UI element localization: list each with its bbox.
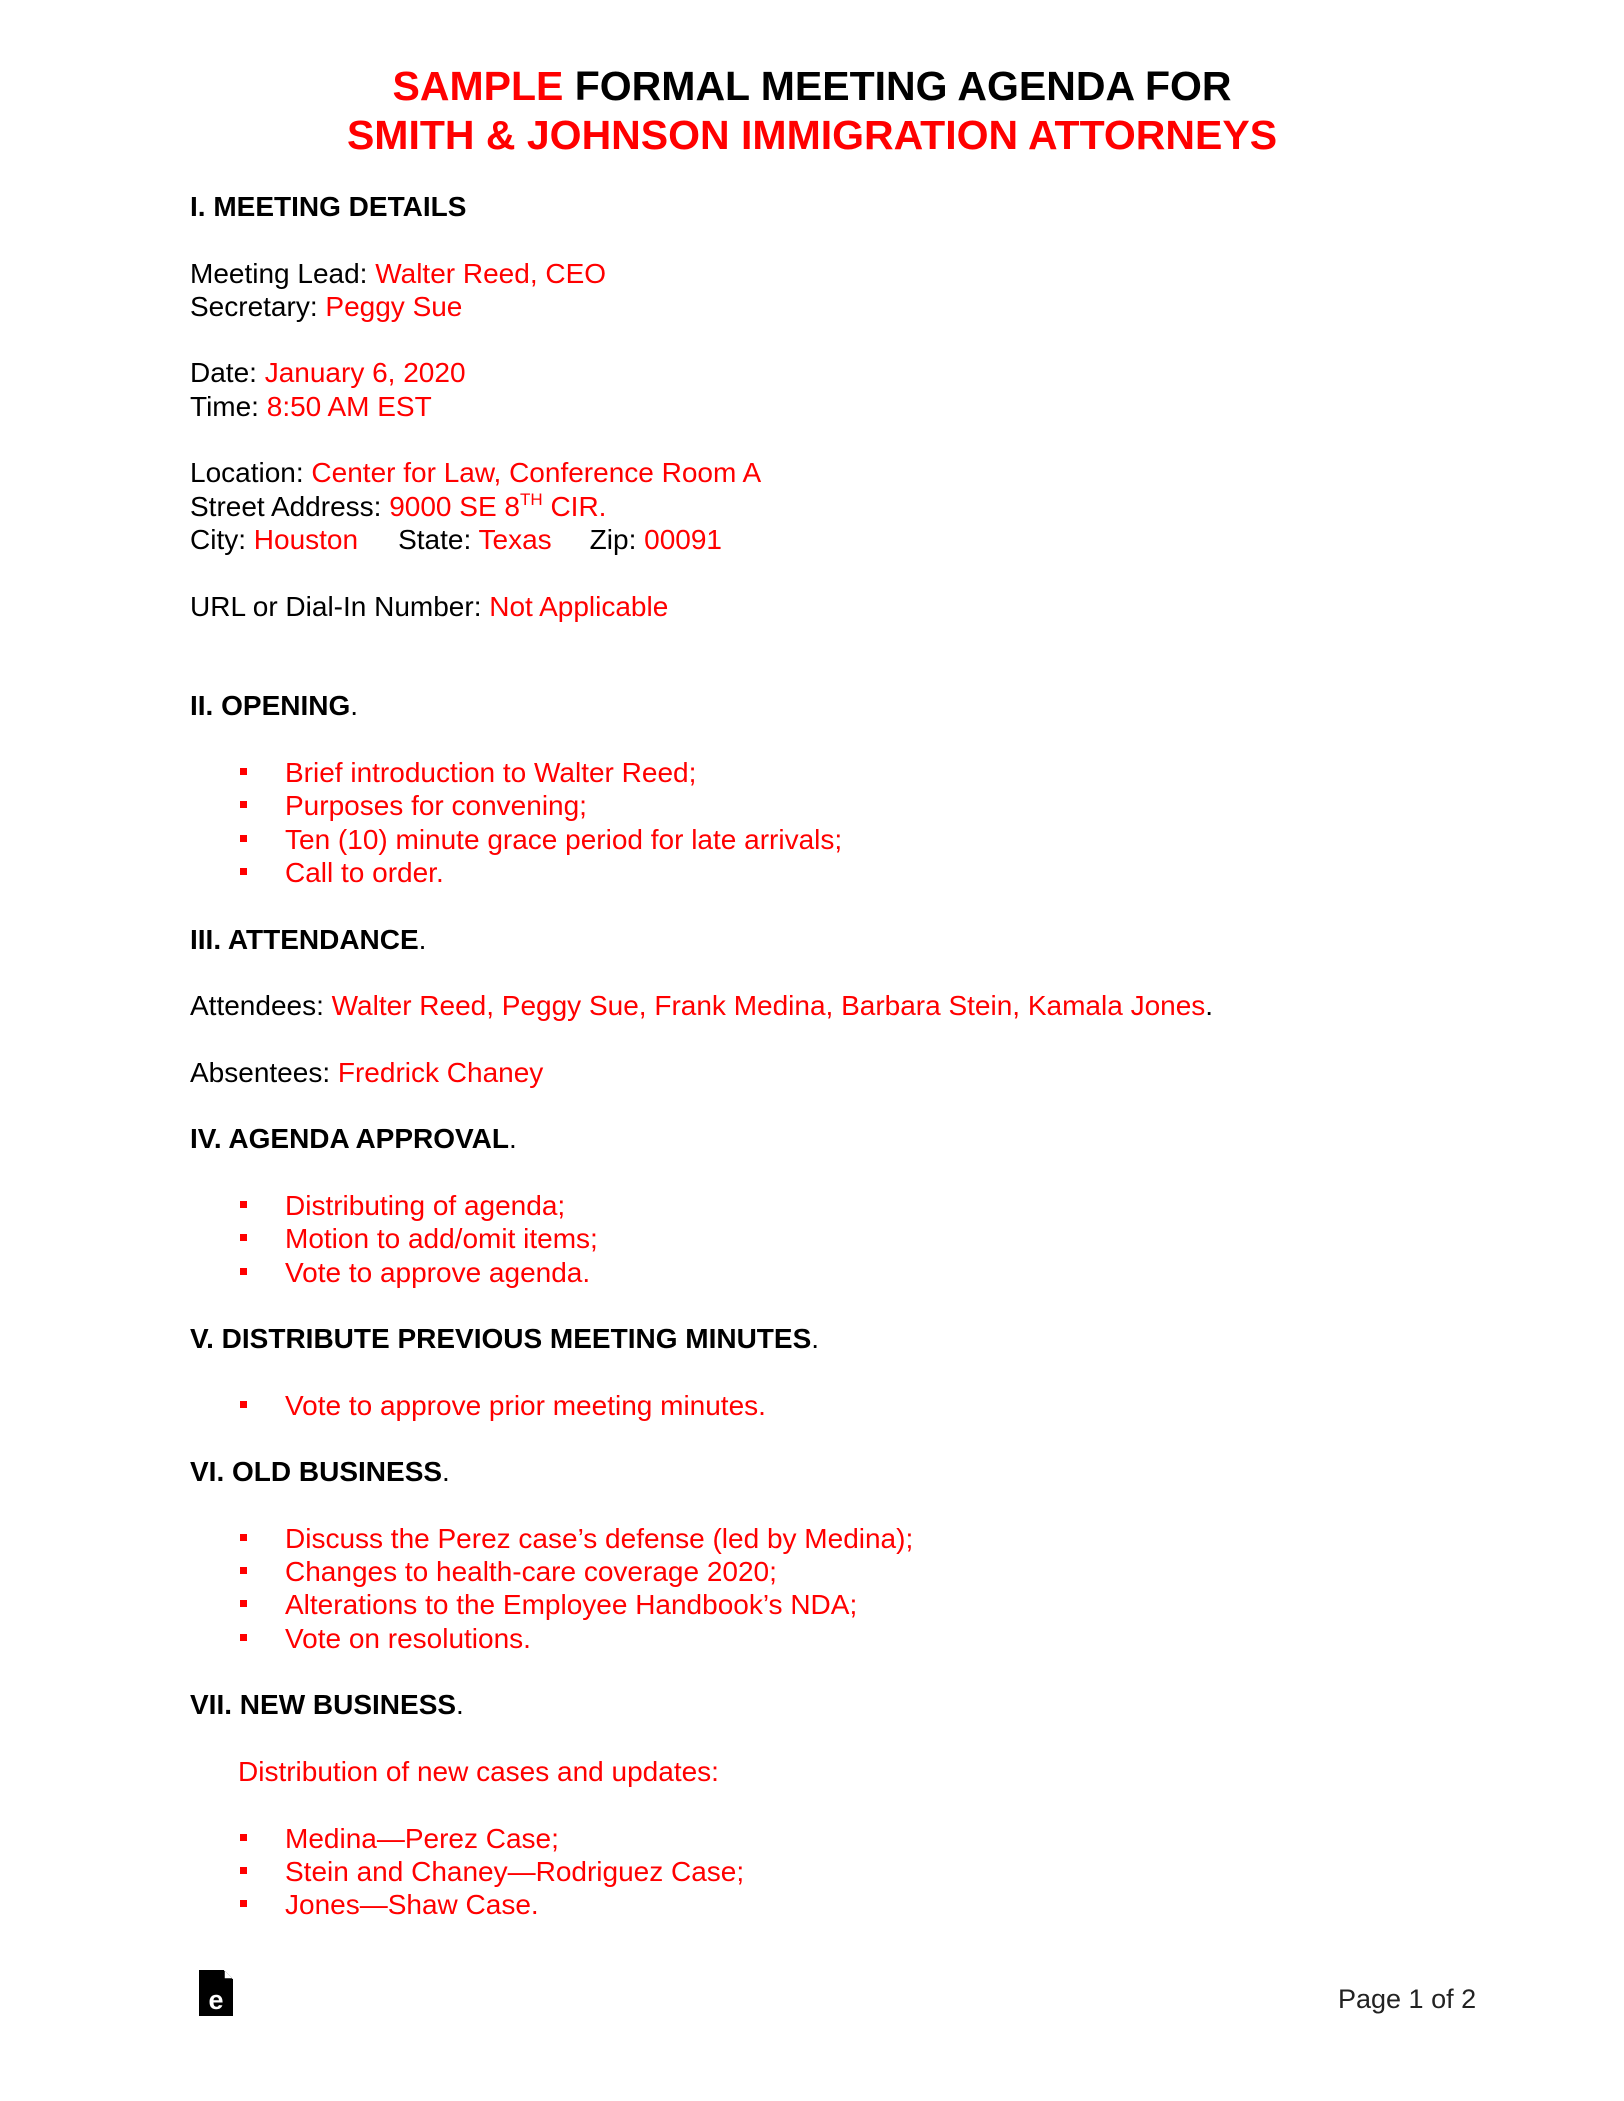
section-heading-meeting-details: I. MEETING DETAILS [190, 191, 467, 222]
list-item: Alterations to the Employee Handbook’s NDA; [190, 1588, 1490, 1621]
absentees-line [190, 1056, 1490, 1089]
list-item: Vote on resolutions. [190, 1622, 1490, 1655]
street-address-value [389, 491, 606, 522]
time-value: 8:50 AM EST [266, 390, 432, 422]
url-label: URL or Dial-In Number: [190, 590, 490, 622]
attendees-label: Attendees: [190, 990, 332, 1022]
list-item: Medina—Perez Case; [190, 1822, 1490, 1855]
time-label: Time: [190, 390, 267, 422]
title-rest: FORMAL MEETING AGENDA FOR [563, 63, 1232, 109]
street-address-superscript: TH [520, 489, 543, 509]
list-item: Vote to approve prior meeting minutes. [190, 1389, 1490, 1422]
list-item: Brief introduction to Walter Reed; [190, 756, 1490, 789]
document-title-line-1 [0, 62, 1624, 110]
attendees-line: Attendees: Walter Reed, Peggy Sue, Frank Medina, Barbara Stein, Kamala Jones. [190, 990, 1214, 1022]
secretary-label: Secretary: [190, 290, 326, 322]
state-value: Texas [478, 523, 552, 555]
absentees-value: Fredrick Chaney [337, 1056, 544, 1088]
city-label: City: [190, 523, 254, 555]
location-label: Location: [190, 457, 312, 489]
location-line [190, 456, 1490, 489]
zip-label: Zip: [589, 523, 645, 555]
new-business-intro: Distribution of new cases and updates: [238, 1755, 719, 1787]
section-heading-previous-minutes: V. DISTRIBUTE PREVIOUS MEETING MINUTES. [190, 1323, 820, 1355]
location-value: Center for Law, Conference Room A [311, 457, 762, 489]
section-heading-new-business: VII. NEW BUSINESS. [190, 1689, 464, 1721]
url-dial-in-line [190, 590, 1490, 623]
city-value: Houston [253, 523, 359, 555]
street-address-number: 9000 SE 8 [389, 490, 520, 522]
secretary-value: Peggy Sue [325, 290, 463, 322]
date-value: January 6, 2020 [264, 357, 466, 389]
list-item: Discuss the Perez case’s defense (led by Medina); [190, 1522, 1490, 1555]
attendees-value: Walter Reed, Peggy Sue, Frank Medina, Barbara Stein, Kamala Jones [331, 990, 1206, 1022]
svg-text:e: e [208, 1985, 224, 2015]
eforms-logo-icon [197, 1970, 235, 2018]
page-number: Page 1 of 2 [1338, 1984, 1477, 2014]
list-item: Vote to approve agenda. [190, 1256, 1490, 1289]
street-address-suffix: CIR. [542, 490, 607, 522]
title-sample-word: SAMPLE [392, 63, 564, 109]
section-heading-attendance: III. ATTENDANCE. [190, 923, 427, 955]
list-item: Motion to add/omit items; [190, 1222, 1490, 1255]
list-item: Stein and Chaney—Rodriguez Case; [190, 1855, 1490, 1888]
section-heading-old-business: VI. OLD BUSINESS. [190, 1456, 450, 1488]
list-item: Call to order. [190, 856, 1490, 889]
date-line [190, 356, 1490, 389]
list-item: Jones—Shaw Case. [190, 1888, 1490, 1921]
date-label: Date: [190, 357, 265, 389]
street-address-label: Street Address: [190, 490, 390, 522]
secretary-line [190, 290, 1490, 323]
list-item: Purposes for convening; [190, 789, 1490, 822]
street-address-line [190, 490, 1490, 523]
list-item: Changes to health-care coverage 2020; [190, 1555, 1490, 1588]
zip-value: 00091 [644, 523, 723, 555]
meeting-lead-label: Meeting Lead: [190, 257, 376, 289]
time-line [190, 390, 1490, 423]
document-body [190, 190, 1490, 1921]
list-item: Ten (10) minute grace period for late arrivals; [190, 823, 1490, 856]
document-title-line-2: SMITH & JOHNSON IMMIGRATION ATTORNEYS [346, 112, 1278, 158]
meeting-lead-line [190, 257, 1490, 290]
city-state-zip-line [190, 523, 1490, 556]
section-heading-agenda-approval: IV. AGENDA APPROVAL. [190, 1123, 517, 1155]
meeting-lead-value: Walter Reed, CEO [375, 257, 607, 289]
state-label: State: [398, 523, 479, 555]
section-heading-opening: II. OPENING. [190, 690, 359, 722]
url-value: Not Applicable [489, 590, 669, 622]
list-item: Distributing of agenda; [190, 1189, 1490, 1222]
absentees-label: Absentees: [190, 1056, 338, 1088]
